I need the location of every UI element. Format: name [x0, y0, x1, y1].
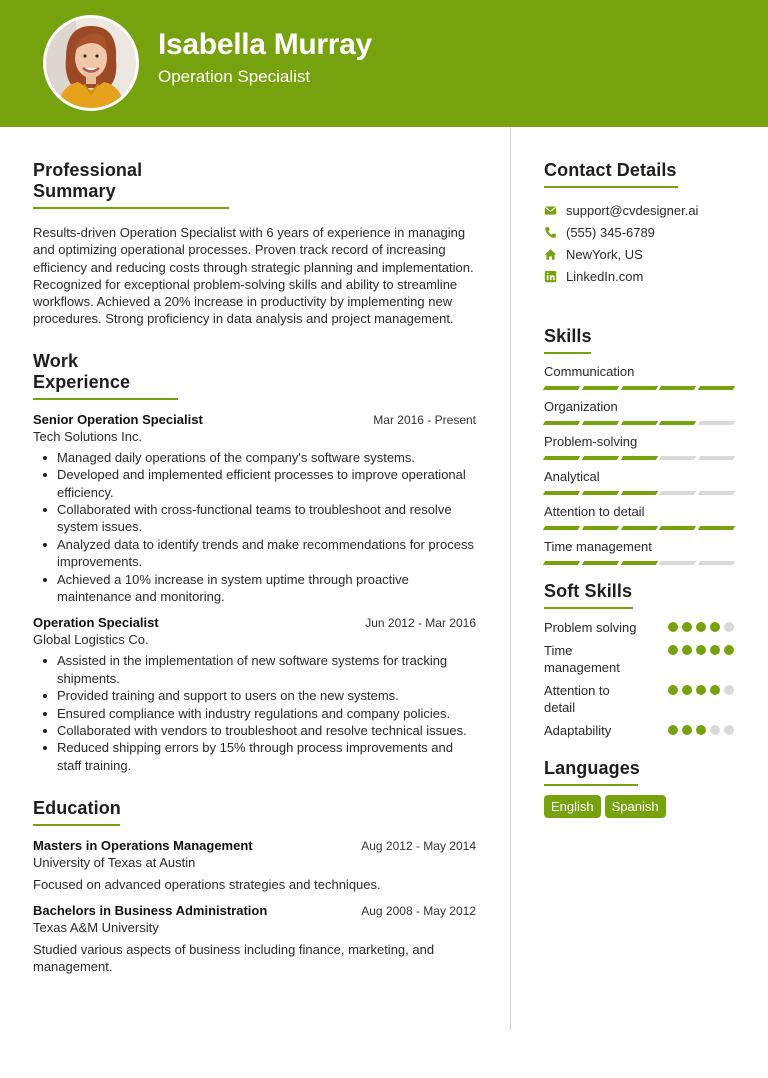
skill-segment [543, 526, 580, 530]
skill-label: Analytical [544, 469, 600, 484]
header-banner [0, 0, 768, 127]
education-date: Aug 2008 - May 2012 [361, 903, 476, 918]
candidate-role: Operation Specialist [158, 67, 311, 86]
column-divider [510, 127, 511, 1030]
skill-segment [543, 491, 580, 495]
skill-segment [698, 561, 735, 565]
summary-text: Results-driven Operation Specialist with 6 years of experience in managing and optimizing operational processes. Proven track record of increasing efficiency and reducing costs through strategic planning and implementation. Recognized for exceptional problem-solving skills and ability to streamline workflows. Achieved a 20% increase in productivity by implementing new procedures. Strong proficiency in data analysis and project management. [33, 225, 474, 327]
experience-section [33, 351, 476, 775]
job-date: Mar 2016 - Present [373, 412, 476, 427]
rating-dot [668, 725, 678, 735]
job-title: Senior Operation Specialist [33, 411, 203, 427]
skill-segment [659, 491, 696, 495]
contact-location [544, 243, 734, 265]
soft-skill-label: Adaptability [544, 722, 612, 738]
rating-dot [696, 622, 706, 632]
contact-linkedin[interactable] [544, 265, 734, 287]
job-bullets [33, 449, 476, 606]
home-icon [544, 248, 557, 261]
education-desc: Studied various aspects of business including finance, marketing, and management. [33, 941, 435, 974]
rating-dot [724, 645, 734, 655]
rating-dot [724, 685, 734, 695]
skill-segment [698, 456, 735, 460]
soft-skill-label: Attention to detail [544, 682, 610, 715]
linkedin-icon [544, 270, 557, 283]
skill-segment [659, 526, 696, 530]
skill-segment [582, 456, 619, 460]
job-entry [33, 412, 476, 606]
rating-dot [710, 685, 720, 695]
contact-phone[interactable] [544, 221, 734, 243]
education-desc: Focused on advanced operations strategies and techniques. [33, 877, 381, 893]
skill-segment [620, 386, 657, 390]
contact-text: LinkedIn.com [566, 268, 644, 284]
school-name: University of Texas at Austin [33, 855, 196, 871]
rating-dot [710, 645, 720, 655]
skill-item [544, 364, 734, 390]
rating-dot [682, 685, 692, 695]
rating-dot [724, 622, 734, 632]
skill-level-bar [544, 526, 734, 530]
skill-segment [543, 456, 580, 460]
soft-skill-rating [668, 685, 734, 695]
rating-dot [682, 645, 692, 655]
languages-section [544, 758, 734, 818]
skills-section [544, 326, 734, 565]
education-entry [33, 838, 476, 893]
skill-label: Communication [544, 364, 635, 379]
soft-skill-label: Problem solving [544, 620, 637, 635]
list-item: Collaborated with vendors to troubleshoot and resolve technical issues. [33, 722, 476, 739]
list-item: Analyzed data to identify trends and make recommendations for process improvements. [33, 536, 476, 571]
job-entry [33, 615, 476, 774]
contact-text: support@cvdesigner.ai [566, 202, 699, 218]
skill-level-bar [544, 421, 734, 425]
soft-skill-rating [668, 725, 734, 735]
list-item: Provided training and support to users on the new systems. [33, 687, 476, 704]
job-bullets [33, 652, 476, 774]
rating-dot [710, 622, 720, 632]
contact-section [544, 160, 734, 287]
skill-segment [543, 561, 580, 565]
skill-segment [659, 456, 696, 460]
skill-segment [698, 421, 735, 425]
skill-segment [543, 386, 580, 390]
list-item: Ensured compliance with industry regulations and company policies. [33, 705, 476, 722]
skill-segment [659, 386, 696, 390]
skill-item [544, 539, 734, 565]
section-title: Education [33, 798, 120, 826]
section-title: Soft Skills [544, 581, 633, 609]
degree-title: Bachelors in Business Administration [33, 902, 268, 918]
soft-skills-section [544, 581, 734, 739]
soft-skill-item [544, 642, 734, 677]
language-tag: Spanish [605, 795, 666, 818]
skill-label: Organization [544, 399, 618, 414]
soft-skill-item [544, 619, 734, 637]
skill-label: Problem-solving [544, 434, 638, 449]
soft-skill-item [544, 682, 734, 717]
skill-segment [698, 526, 735, 530]
contact-email[interactable] [544, 199, 734, 221]
soft-skill-rating [668, 622, 734, 632]
skill-segment [620, 561, 657, 565]
skill-segment [659, 561, 696, 565]
job-company: Tech Solutions Inc. [33, 428, 143, 444]
section-title: Professional Summary [33, 160, 229, 209]
rating-dot [668, 622, 678, 632]
education-section [33, 798, 476, 975]
skills-list [544, 364, 734, 565]
skill-segment [543, 421, 580, 425]
skill-segment [698, 491, 735, 495]
contact-text: (555) 345-6789 [566, 224, 655, 240]
rating-dot [696, 645, 706, 655]
skill-item [544, 434, 734, 460]
section-title: Work Experience [33, 351, 178, 400]
skill-segment [582, 561, 619, 565]
job-company: Global Logistics Co. [33, 632, 149, 648]
skill-level-bar [544, 491, 734, 495]
skill-item [544, 399, 734, 425]
skill-segment [582, 491, 619, 495]
rating-dot [682, 725, 692, 735]
language-tag: English [544, 795, 601, 818]
soft-skills-list [544, 619, 734, 739]
profile-photo [46, 18, 136, 108]
skill-segment [659, 421, 696, 425]
skill-segment [582, 526, 619, 530]
list-item: Achieved a 10% increase in system uptime through proactive maintenance and monitoring. [33, 571, 476, 606]
skill-level-bar [544, 456, 734, 460]
list-item: Collaborated with cross-functional teams to troubleshoot and resolve system issues. [33, 501, 476, 536]
skill-item [544, 504, 734, 530]
skill-segment [620, 456, 657, 460]
list-item: Developed and implemented efficient processes to improve operational efficiency. [33, 466, 476, 501]
soft-skill-item [544, 722, 734, 740]
job-date: Jun 2012 - Mar 2016 [365, 616, 476, 631]
skill-label: Time management [544, 539, 652, 554]
list-item: Assisted in the implementation of new software systems for tracking shipments. [33, 652, 476, 687]
skill-segment [698, 386, 735, 390]
rating-dot [710, 725, 720, 735]
section-title: Contact Details [544, 160, 678, 188]
rating-dot [682, 622, 692, 632]
skill-item [544, 469, 734, 495]
rating-dot [724, 725, 734, 735]
skill-segment [582, 386, 619, 390]
main-column [33, 127, 476, 975]
section-title: Languages [544, 758, 638, 786]
skill-segment [620, 491, 657, 495]
school-name: Texas A&M University [33, 919, 159, 935]
list-item: Managed daily operations of the company's software systems. [33, 449, 476, 466]
rating-dot [668, 645, 678, 655]
list-item: Reduced shipping errors by 15% through process improvements and staff training. [33, 739, 476, 774]
degree-title: Masters in Operations Management [33, 838, 253, 854]
candidate-name: Isabella Murray [158, 28, 372, 61]
skill-segment [582, 421, 619, 425]
education-date: Aug 2012 - May 2014 [361, 839, 476, 854]
summary-section [33, 160, 476, 328]
phone-icon [544, 226, 557, 239]
rating-dot [696, 685, 706, 695]
soft-skill-rating [668, 645, 734, 655]
skill-level-bar [544, 561, 734, 565]
rating-dot [668, 685, 678, 695]
job-title: Operation Specialist [33, 615, 159, 631]
skill-segment [620, 526, 657, 530]
envelope-icon [544, 204, 557, 217]
contact-text: NewYork, US [566, 246, 643, 262]
avatar [43, 15, 139, 111]
skill-segment [620, 421, 657, 425]
sidebar-column [544, 127, 734, 818]
rating-dot [696, 725, 706, 735]
skill-level-bar [544, 386, 734, 390]
soft-skill-label: Time management [544, 642, 620, 675]
skill-label: Attention to detail [544, 504, 645, 519]
section-title: Skills [544, 326, 591, 354]
education-entry [33, 903, 476, 976]
